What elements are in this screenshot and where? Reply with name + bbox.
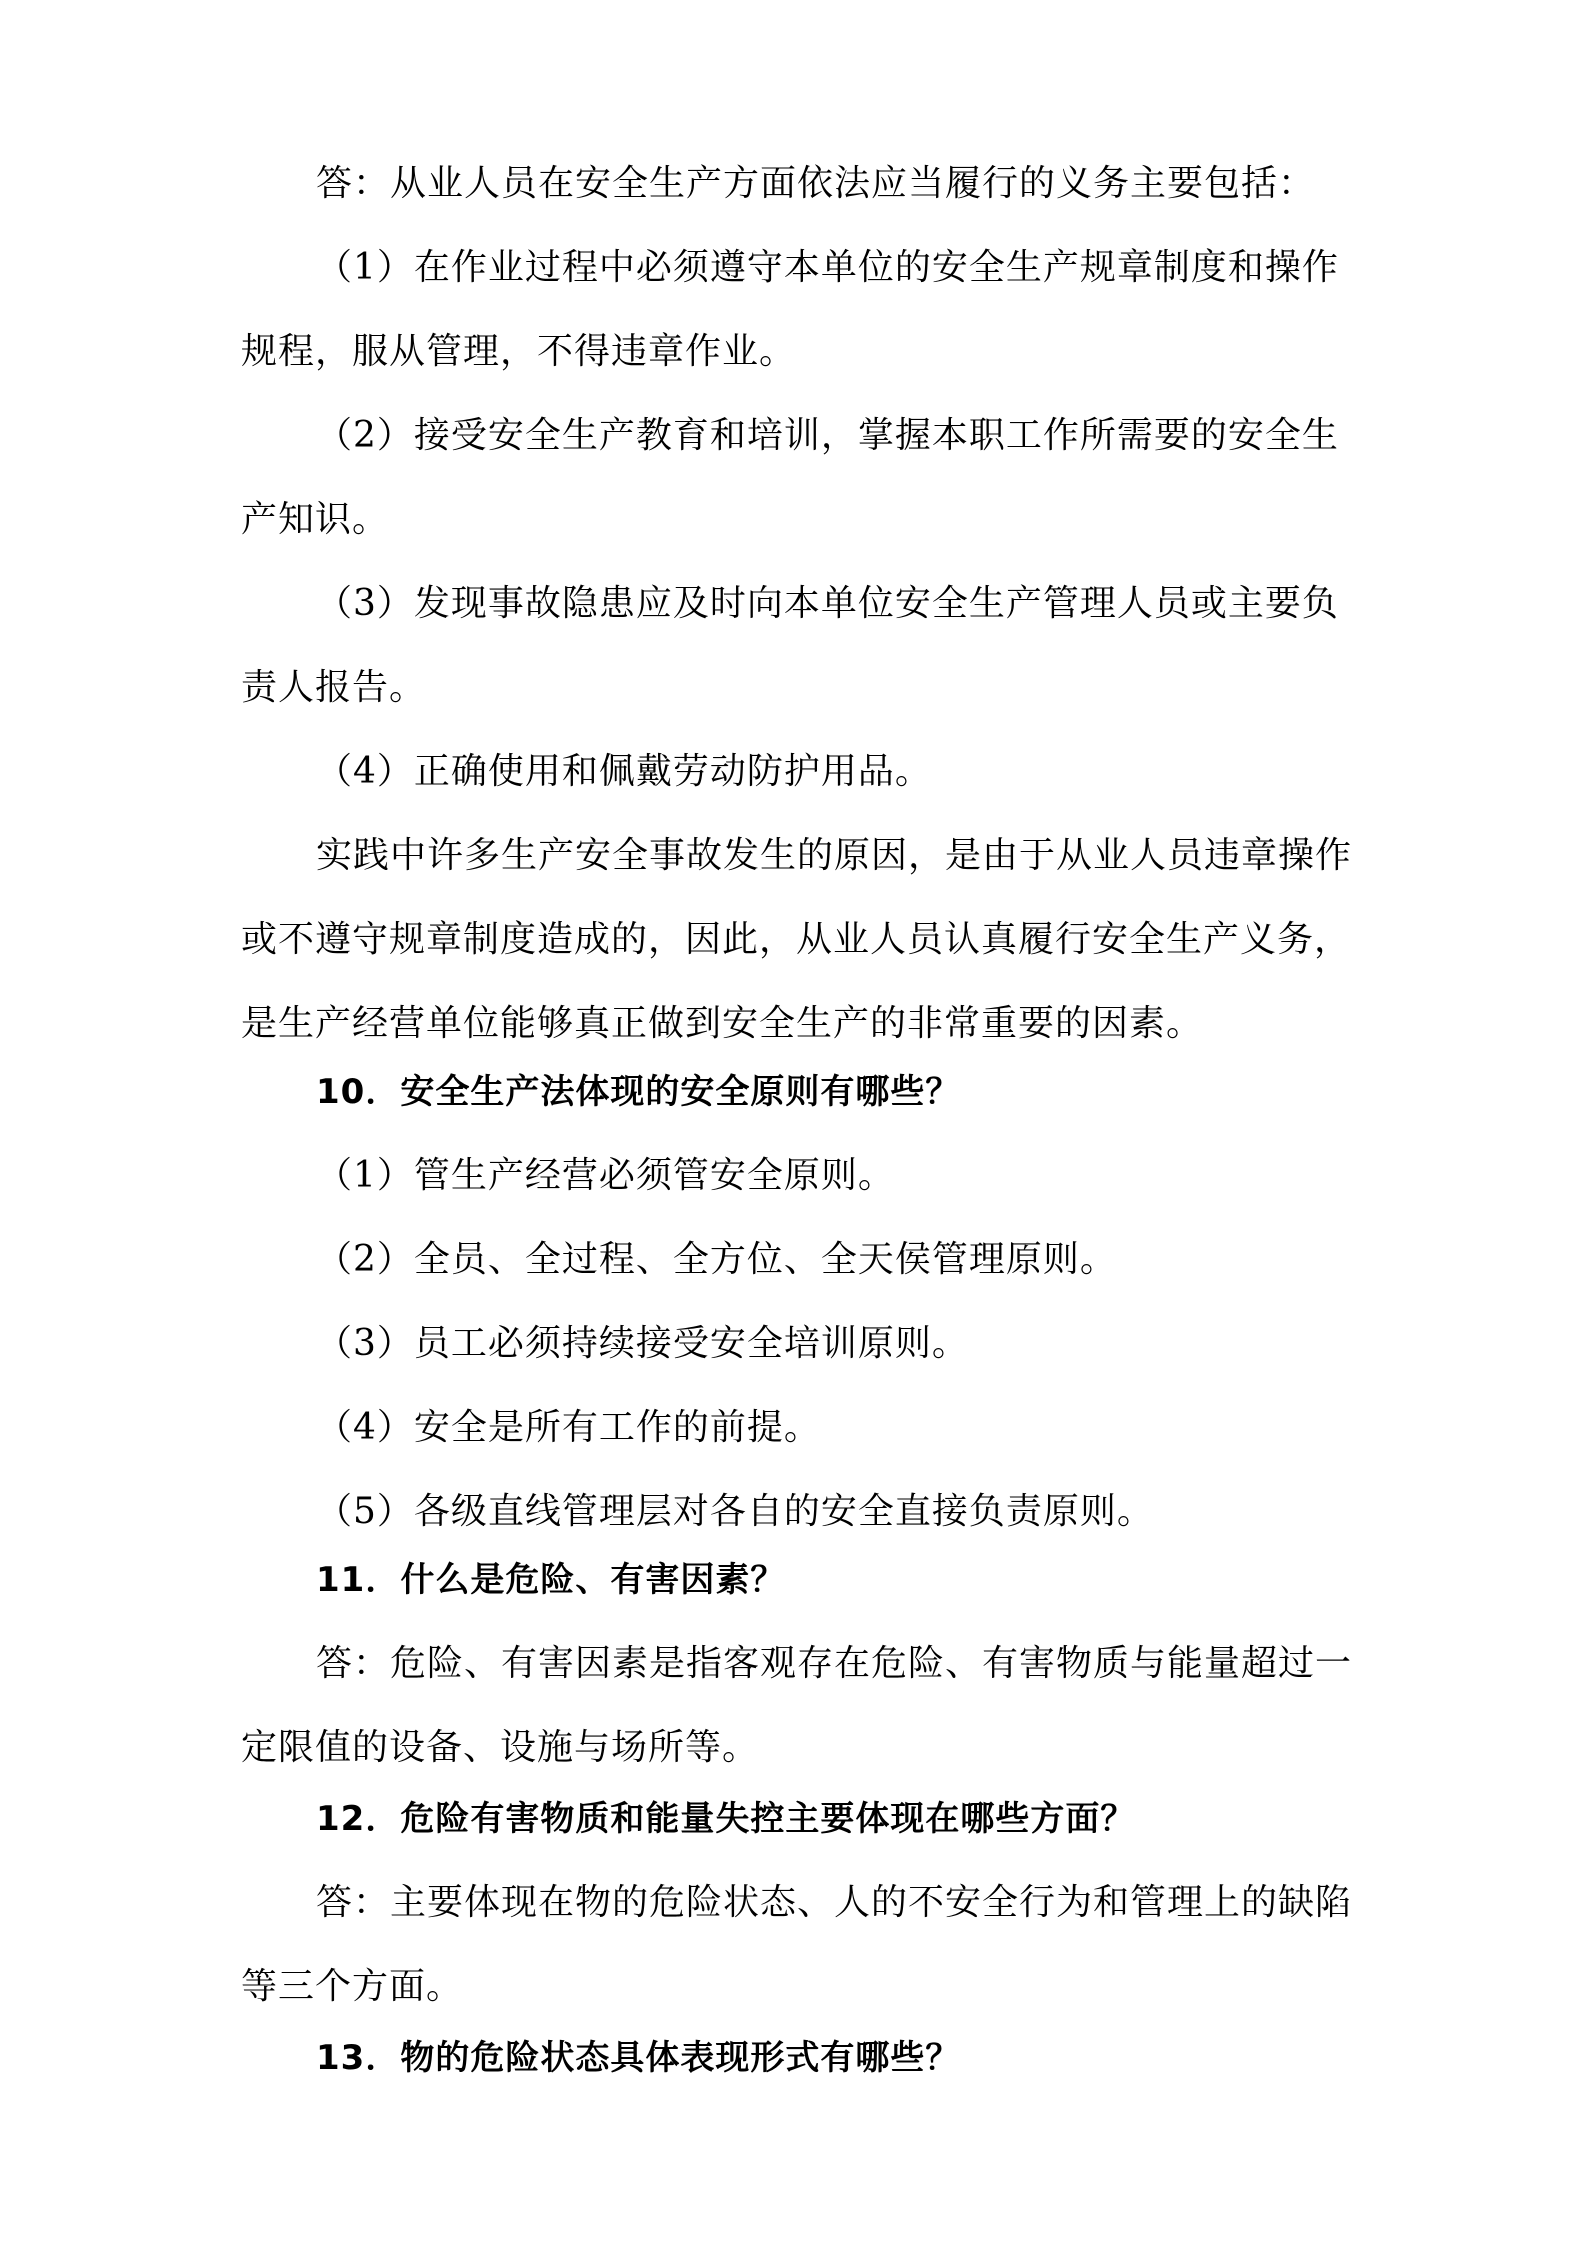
question-13-heading: 13．物的危险状态具体表现形式有哪些？ (316, 2038, 961, 2078)
answer-12-line-1: 答：主要体现在物的危险状态、人的不安全行为和管理上的缺陷 (316, 1882, 1353, 1923)
principle-item-3: （3）员工必须持续接受安全培训原则。 (316, 1323, 969, 1364)
answer-11-line-1: 答：危险、有害因素是指客观存在危险、有害物质与能量超过一 (316, 1643, 1353, 1684)
duty-item-1-line-1: （1）在作业过程中必须遵守本单位的安全生产规章制度和操作 (316, 247, 1339, 288)
principle-item-5: （5）各级直线管理层对各自的安全直接负责原则。 (316, 1491, 1154, 1532)
practice-para-line-3: 是生产经营单位能够真正做到安全生产的非常重要的因素。 (241, 1003, 1204, 1044)
duty-item-3-line-1: （3）发现事故隐患应及时向本单位安全生产管理人员或主要负 (316, 583, 1339, 624)
answer-11-line-2: 定限值的设备、设施与场所等。 (241, 1727, 760, 1768)
answer-intro-line: 答：从业人员在安全生产方面依法应当履行的义务主要包括： (316, 163, 1316, 204)
principle-item-2: （2）全员、全过程、全方位、全天侯管理原则。 (316, 1239, 1117, 1280)
question-11-heading: 11．什么是危险、有害因素？ (316, 1560, 786, 1600)
principle-item-4: （4）安全是所有工作的前提。 (316, 1407, 821, 1448)
duty-item-2-line-1: （2）接受安全生产教育和培训，掌握本职工作所需要的安全生 (316, 415, 1339, 456)
duty-item-1-line-2: 规程，服从管理，不得违章作业。 (241, 331, 797, 372)
answer-12-line-2: 等三个方面。 (241, 1966, 464, 2007)
practice-para-line-2: 或不遵守规章制度造成的，因此，从业人员认真履行安全生产义务， (241, 919, 1352, 960)
practice-para-line-1: 实践中许多生产安全事故发生的原因，是由于从业人员违章操作 (316, 835, 1353, 876)
duty-item-4-line: （4）正确使用和佩戴劳动防护用品。 (316, 751, 932, 792)
question-10-heading: 10．安全生产法体现的安全原则有哪些？ (316, 1072, 961, 1112)
principle-item-1: （1）管生产经营必须管安全原则。 (316, 1155, 895, 1196)
question-12-heading: 12．危险有害物质和能量失控主要体现在哪些方面？ (316, 1799, 1136, 1839)
duty-item-2-line-2: 产知识。 (241, 499, 390, 540)
duty-item-3-line-2: 责人报告。 (241, 667, 427, 708)
